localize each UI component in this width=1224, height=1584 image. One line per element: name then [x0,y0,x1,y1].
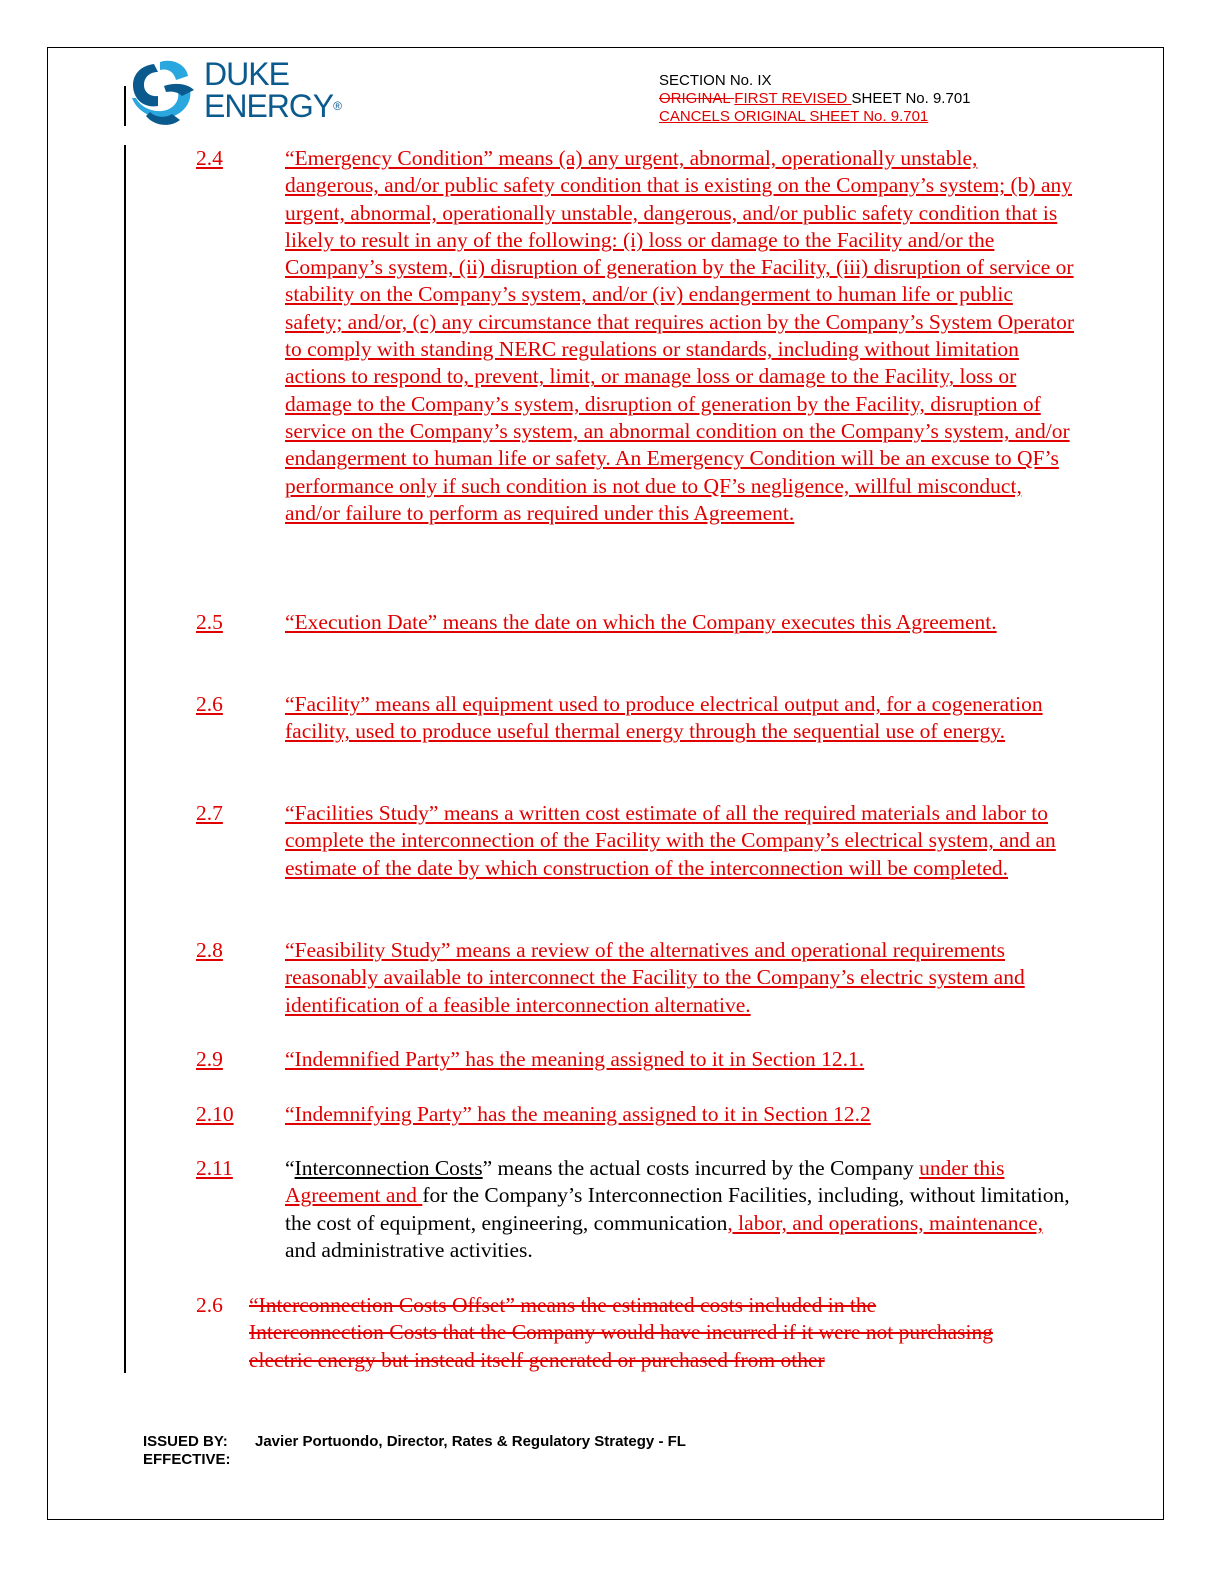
deleted-definition-text: “Interconnection Costs Offset” means the estimated costs included in the Interconnection Costs that the Company would have incurred if it were not purchasing electric energy but instead itself generated or purchased from other [249,1293,993,1372]
definition-number: 2.8 [196,938,223,962]
inserted-text: , labor, and operations, maintenance, [727,1210,1043,1235]
logo-wordmark [204,58,341,122]
definition-2-6 [196,691,1075,746]
definition-2-9 [196,1046,1075,1073]
text-segment: and administrative activities. [285,1237,533,1262]
definition-2-4 [196,145,1075,527]
inserted-first-revised-text: FIRST REVISED [734,90,852,107]
definition-2-11 [196,1155,1075,1264]
definition-number: 2.11 [196,1156,233,1180]
registered-mark: ® [333,99,341,113]
definition-number: 2.10 [196,1102,234,1126]
definition-text: “Facility” means all equipment used to produce electrical output and, for a cogeneration facility, used to produce useful thermal energy through the sequential use of energy. [285,692,1043,744]
definition-text: “Execution Date” means the date on which the Company executes this Agreement. [285,610,997,634]
definition-text [285,1155,1075,1264]
text-segment: for the Company’s Interconnection Facilities, including, without limitation, the cost of equipment, engineering, communication [285,1183,1070,1235]
definition-text: “Indemnified Party” has the meaning assigned to it in Section 12.1. [285,1047,865,1071]
definition-number: 2.7 [196,801,223,825]
logo-line-1: DUKE [204,56,289,92]
section-number: SECTION No. IX [659,72,772,89]
text-segment: ” means the actual costs incurred by the Company [482,1156,920,1180]
definition-number: 2.6 [196,692,223,716]
definition-2-10 [196,1101,1075,1128]
open-quote: “ [285,1156,295,1180]
defined-term: Interconnection Costs [294,1156,483,1180]
logo-swirl-icon [124,56,202,128]
deleted-definition-number: 2.6 [196,1293,223,1317]
sheet-number: SHEET No. 9.701 [851,90,971,107]
revision-change-bar [124,145,126,1373]
issuance-footer [143,1433,686,1469]
definition-number: 2.5 [196,610,223,634]
definition-text: “Emergency Condition” means (a) any urgent, abnormal, operationally unstable, dangerous, and/or public safety condition that is existing on the Company’s system; (b) any urgent, abnormal, operationally unstable, dangerous, and/or public safety condition that is likely to result in any of the following: (i) loss or damage to the Facility and/or the Company’s system, (ii) disruption of generation by the Facility, (iii) disruption of service or stability on the Company’s system, and/or (iv) endangerment to human life or public safety; and/or, (c) any circumstance that requires action by the Company’s System Operator to comply with standing NERC regulations or standards, including without limitation actions to respond to, prevent, limit, or manage loss or damage to the Facility, loss or damage to the Company’s system, disruption of generation by the Facility, disruption of service on the Company’s system, an abnormal condition on the Company’s system, and/or endangerment to human life or safety. An Emergency Condition will be an excuse to QF’s performance only if such condition is not due to QF’s negligence, willful misconduct, and/or failure to perform as required under this Agreement. [285,146,1075,525]
definition-text: “Indemnifying Party” has the meaning assigned to it in Section 12.2 [285,1102,871,1126]
logo-line-2: ENERGY [204,88,334,124]
definition-text: “Feasibility Study” means a review of the alternatives and operational requirements reasonably available to interconnect the Facility to the Company’s electric system and identification of a feasible interconnection alternative. [285,938,1025,1017]
definition-2-7 [196,800,1075,882]
definition-number: 2.4 [196,146,223,170]
issued-by-label: ISSUED BY: [143,1433,228,1450]
sheet-header [659,72,971,126]
logo-change-bar [124,86,126,126]
cancels-line: CANCELS ORIGINAL SHEET No. 9.701 [659,108,929,125]
duke-energy-logo [124,56,354,128]
deleted-original-text: ORIGINAL [659,90,735,107]
effective-label: EFFECTIVE: [143,1451,231,1468]
sheet-number-line [659,90,971,108]
definition-2-5 [196,609,1075,636]
issued-by-value: Javier Portuondo, Director, Rates & Regulatory Strategy - FL [255,1433,686,1450]
definition-2-8 [196,937,1075,1019]
inserted-text: under this Agreement and [285,1156,1005,1208]
deleted-definition-2-6 [196,1292,1016,1374]
definition-number: 2.9 [196,1047,223,1071]
definition-text: “Facilities Study” means a written cost estimate of all the required materials and labor to complete the interconnection of the Facility with the Company’s electrical system, and an estimate of the date by which construction of the interconnection will be completed. [285,801,1056,880]
